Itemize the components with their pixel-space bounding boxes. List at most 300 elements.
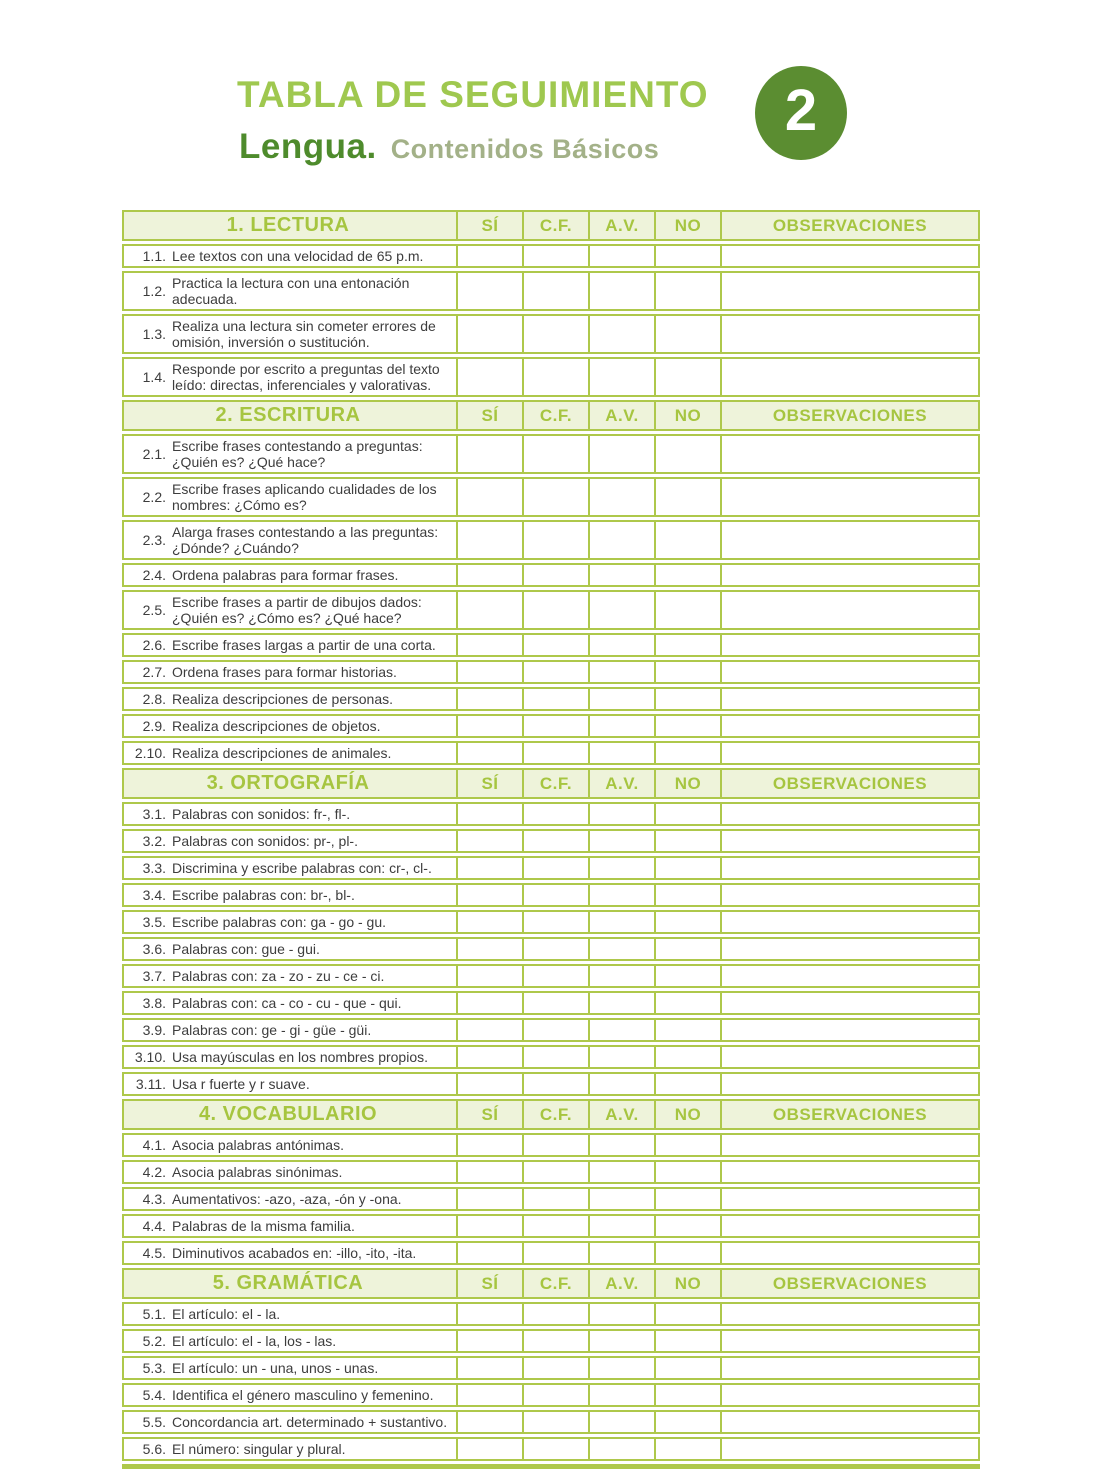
mark-cell-av xyxy=(588,939,654,959)
mark-cell-si xyxy=(456,804,522,824)
item-cell xyxy=(124,565,456,585)
item-number: 4.1. xyxy=(142,1137,166,1153)
observations-cell xyxy=(720,743,978,763)
table-row xyxy=(122,314,980,354)
column-header-si: SÍ xyxy=(456,770,522,797)
item-text: Ordena palabras para formar frases. xyxy=(172,567,399,583)
item-cell xyxy=(124,1135,456,1155)
mark-cell-cf xyxy=(522,885,588,905)
item-text: El artículo: el - la. xyxy=(172,1306,281,1322)
section-header-row xyxy=(122,1099,980,1130)
mark-cell-cf xyxy=(522,592,588,628)
table-row xyxy=(122,856,980,880)
item-cell xyxy=(124,689,456,709)
mark-cell-cf xyxy=(522,1020,588,1040)
item-cell xyxy=(124,592,456,628)
item-number: 5.3. xyxy=(142,1360,166,1376)
mark-cell-si xyxy=(456,1074,522,1094)
item-number: 2.10. xyxy=(134,745,166,761)
observations-cell xyxy=(720,479,978,515)
mark-cell-no xyxy=(654,1439,720,1459)
item-number: 3.10. xyxy=(134,1049,166,1065)
item-number: 3.9. xyxy=(142,1022,166,1038)
mark-cell-si xyxy=(456,1135,522,1155)
mark-cell-cf xyxy=(522,436,588,472)
table-row xyxy=(122,1410,980,1434)
section-title: 1. LECTURA xyxy=(226,214,350,236)
table-row xyxy=(122,1187,980,1211)
column-header-observaciones: OBSERVACIONES xyxy=(720,1270,978,1297)
item-number: 3.4. xyxy=(142,887,166,903)
item-text: Palabras con: ge - gi - güe - güi. xyxy=(172,1022,372,1038)
section-title: 3. ORTOGRAFÍA xyxy=(206,772,370,794)
table-row xyxy=(122,1018,980,1042)
observations-cell xyxy=(720,1358,978,1378)
section-title: 5. GRAMÁTICA xyxy=(212,1272,364,1294)
item-text: Lee textos con una velocidad de 65 p.m. xyxy=(172,248,424,264)
mark-cell-si xyxy=(456,1358,522,1378)
table-row xyxy=(122,714,980,738)
mark-cell-no xyxy=(654,858,720,878)
table-row xyxy=(122,660,980,684)
observations-cell xyxy=(720,912,978,932)
mark-cell-av xyxy=(588,565,654,585)
item-cell xyxy=(124,1385,456,1405)
tracking-table xyxy=(122,210,980,1469)
observations-cell xyxy=(720,592,978,628)
mark-cell-si xyxy=(456,246,522,266)
item-cell xyxy=(124,1304,456,1324)
mark-cell-no xyxy=(654,912,720,932)
observations-cell xyxy=(720,1135,978,1155)
mark-cell-si xyxy=(456,1162,522,1182)
item-cell xyxy=(124,246,456,266)
mark-cell-no xyxy=(654,316,720,352)
table-row xyxy=(122,1160,980,1184)
mark-cell-av xyxy=(588,1331,654,1351)
item-cell xyxy=(124,635,456,655)
observations-cell xyxy=(720,273,978,309)
column-header-observaciones: OBSERVACIONES xyxy=(720,402,978,429)
item-text: Realiza descripciones de personas. xyxy=(172,691,394,707)
mark-cell-si xyxy=(456,858,522,878)
mark-cell-cf xyxy=(522,479,588,515)
column-header-cf: C.F. xyxy=(522,212,588,239)
mark-cell-av xyxy=(588,858,654,878)
mark-cell-no xyxy=(654,1385,720,1405)
item-text: Palabras de la misma familia. xyxy=(172,1218,355,1234)
mark-cell-cf xyxy=(522,316,588,352)
column-header-si: SÍ xyxy=(456,402,522,429)
mark-cell-si xyxy=(456,1243,522,1263)
mark-cell-no xyxy=(654,1162,720,1182)
item-text: Concordancia art. determinado + sustantivo. xyxy=(172,1414,448,1430)
mark-cell-no xyxy=(654,359,720,395)
mark-cell-no xyxy=(654,592,720,628)
mark-cell-av xyxy=(588,1162,654,1182)
mark-cell-si xyxy=(456,359,522,395)
item-text: Palabras con: gue - gui. xyxy=(172,941,320,957)
table-row xyxy=(122,1302,980,1326)
item-number: 2.8. xyxy=(142,691,166,707)
item-cell xyxy=(124,273,456,309)
mark-cell-si xyxy=(456,1412,522,1432)
item-text: Aumentativos: -azo, -aza, -ón y -ona. xyxy=(172,1191,402,1207)
subtitle-label: Contenidos Básicos xyxy=(390,134,660,164)
mark-cell-av xyxy=(588,1074,654,1094)
mark-cell-no xyxy=(654,1358,720,1378)
mark-cell-av xyxy=(588,804,654,824)
observations-cell xyxy=(720,1216,978,1236)
mark-cell-si xyxy=(456,522,522,558)
item-text: Escribe palabras con: ga - go - gu. xyxy=(172,914,387,930)
mark-cell-cf xyxy=(522,273,588,309)
item-text: Escribe palabras con: br-, bl-. xyxy=(172,887,355,903)
item-number: 5.2. xyxy=(142,1333,166,1349)
mark-cell-cf xyxy=(522,1189,588,1209)
item-text: Escribe frases largas a partir de una corta. xyxy=(172,637,436,653)
column-header-no: NO xyxy=(654,402,720,429)
observations-cell xyxy=(720,522,978,558)
mark-cell-cf xyxy=(522,1358,588,1378)
item-text: Discrimina y escribe palabras con: cr-, cl-. xyxy=(172,860,432,876)
item-number: 4.4. xyxy=(142,1218,166,1234)
observations-cell xyxy=(720,1243,978,1263)
item-number: 2.2. xyxy=(142,489,166,505)
mark-cell-cf xyxy=(522,1047,588,1067)
item-text: El artículo: el - la, los - las. xyxy=(172,1333,337,1349)
item-text: Asocia palabras sinónimas. xyxy=(172,1164,343,1180)
mark-cell-si xyxy=(456,939,522,959)
column-header-no: NO xyxy=(654,770,720,797)
section-title: 2. ESCRITURA xyxy=(215,404,361,426)
item-cell xyxy=(124,993,456,1013)
mark-cell-si xyxy=(456,716,522,736)
item-number: 2.6. xyxy=(142,637,166,653)
mark-cell-av xyxy=(588,743,654,763)
table-bottom-edge xyxy=(122,1464,980,1469)
item-cell xyxy=(124,1243,456,1263)
observations-cell xyxy=(720,831,978,851)
mark-cell-si xyxy=(456,565,522,585)
item-number: 4.3. xyxy=(142,1191,166,1207)
observations-cell xyxy=(720,1074,978,1094)
mark-cell-cf xyxy=(522,1074,588,1094)
item-text: Palabras con: ca - co - cu - que - qui. xyxy=(172,995,402,1011)
item-number: 4.2. xyxy=(142,1164,166,1180)
table-row xyxy=(122,883,980,907)
item-cell xyxy=(124,885,456,905)
item-cell xyxy=(124,804,456,824)
level-badge xyxy=(755,66,847,160)
mark-cell-si xyxy=(456,592,522,628)
column-header-av: A.V. xyxy=(588,402,654,429)
item-text: Realiza descripciones de animales. xyxy=(172,745,392,761)
mark-cell-cf xyxy=(522,1243,588,1263)
column-header-cf: C.F. xyxy=(522,1270,588,1297)
mark-cell-si xyxy=(456,316,522,352)
item-cell xyxy=(124,436,456,472)
item-text: Identifica el género masculino y femenino. xyxy=(172,1387,434,1403)
table-row xyxy=(122,590,980,630)
mark-cell-cf xyxy=(522,1331,588,1351)
mark-cell-no xyxy=(654,1047,720,1067)
item-text: Realiza descripciones de objetos. xyxy=(172,718,381,734)
item-cell xyxy=(124,831,456,851)
mark-cell-av xyxy=(588,1304,654,1324)
column-header-av: A.V. xyxy=(588,1270,654,1297)
mark-cell-no xyxy=(654,273,720,309)
item-number: 5.6. xyxy=(142,1441,166,1457)
observations-cell xyxy=(720,436,978,472)
mark-cell-si xyxy=(456,635,522,655)
mark-cell-no xyxy=(654,939,720,959)
mark-cell-cf xyxy=(522,1412,588,1432)
mark-cell-no xyxy=(654,1020,720,1040)
item-number: 3.1. xyxy=(142,806,166,822)
mark-cell-no xyxy=(654,689,720,709)
item-cell xyxy=(124,662,456,682)
mark-cell-no xyxy=(654,635,720,655)
observations-cell xyxy=(720,966,978,986)
mark-cell-no xyxy=(654,966,720,986)
observations-cell xyxy=(720,246,978,266)
item-cell xyxy=(124,479,456,515)
item-number: 1.2. xyxy=(142,283,166,299)
item-number: 1.4. xyxy=(142,369,166,385)
column-header-av: A.V. xyxy=(588,1101,654,1128)
mark-cell-av xyxy=(588,273,654,309)
column-header-av: A.V. xyxy=(588,770,654,797)
mark-cell-av xyxy=(588,966,654,986)
observations-cell xyxy=(720,359,978,395)
mark-cell-no xyxy=(654,1135,720,1155)
mark-cell-av xyxy=(588,522,654,558)
page-subtitle xyxy=(239,127,659,167)
column-header-no: NO xyxy=(654,212,720,239)
item-number: 5.5. xyxy=(142,1414,166,1430)
mark-cell-si xyxy=(456,993,522,1013)
mark-cell-no xyxy=(654,1331,720,1351)
item-number: 3.3. xyxy=(142,860,166,876)
section-title: 4. VOCABULARIO xyxy=(198,1103,378,1125)
mark-cell-cf xyxy=(522,831,588,851)
column-header-observaciones: OBSERVACIONES xyxy=(720,212,978,239)
observations-cell xyxy=(720,804,978,824)
section-header-row xyxy=(122,1268,980,1299)
item-text: Alarga frases contestando a las preguntas: ¿Dónde? ¿Cuándo? xyxy=(172,524,439,556)
observations-cell xyxy=(720,716,978,736)
mark-cell-av xyxy=(588,912,654,932)
observations-cell xyxy=(720,1162,978,1182)
column-header-no: NO xyxy=(654,1101,720,1128)
item-cell xyxy=(124,1189,456,1209)
mark-cell-av xyxy=(588,1243,654,1263)
mark-cell-no xyxy=(654,743,720,763)
mark-cell-av xyxy=(588,716,654,736)
mark-cell-no xyxy=(654,716,720,736)
column-header-si: SÍ xyxy=(456,1270,522,1297)
mark-cell-no xyxy=(654,246,720,266)
mark-cell-no xyxy=(654,436,720,472)
mark-cell-av xyxy=(588,316,654,352)
item-number: 2.9. xyxy=(142,718,166,734)
mark-cell-si xyxy=(456,1020,522,1040)
level-number: 2 xyxy=(784,78,818,143)
observations-cell xyxy=(720,885,978,905)
item-text: Escribe frases a partir de dibujos dados: ¿Quién es? ¿Cómo es? ¿Qué hace? xyxy=(172,594,422,626)
mark-cell-no xyxy=(654,831,720,851)
column-header-cf: C.F. xyxy=(522,402,588,429)
observations-cell xyxy=(720,689,978,709)
mark-cell-no xyxy=(654,1304,720,1324)
observations-cell xyxy=(720,1439,978,1459)
mark-cell-si xyxy=(456,1385,522,1405)
item-text: Usa mayúsculas en los nombres propios. xyxy=(172,1049,429,1065)
mark-cell-av xyxy=(588,689,654,709)
observations-cell xyxy=(720,1189,978,1209)
mark-cell-cf xyxy=(522,246,588,266)
table-row xyxy=(122,244,980,268)
item-text: Palabras con: za - zo - zu - ce - ci. xyxy=(172,968,385,984)
item-text: Escribe frases contestando a preguntas: ¿Quién es? ¿Qué hace? xyxy=(172,438,423,470)
table-row xyxy=(122,271,980,311)
item-number: 3.8. xyxy=(142,995,166,1011)
observations-cell xyxy=(720,635,978,655)
mark-cell-si xyxy=(456,479,522,515)
mark-cell-no xyxy=(654,885,720,905)
observations-cell xyxy=(720,565,978,585)
observations-cell xyxy=(720,1331,978,1351)
item-number: 5.4. xyxy=(142,1387,166,1403)
mark-cell-cf xyxy=(522,359,588,395)
mark-cell-no xyxy=(654,522,720,558)
mark-cell-cf xyxy=(522,993,588,1013)
item-number: 3.7. xyxy=(142,968,166,984)
table-row xyxy=(122,1383,980,1407)
mark-cell-si xyxy=(456,273,522,309)
column-header-observaciones: OBSERVACIONES xyxy=(720,770,978,797)
mark-cell-cf xyxy=(522,635,588,655)
item-text: Responde por escrito a preguntas del texto leído: directas, inferenciales y valorativas. xyxy=(172,361,440,393)
item-text: Ordena frases para formar historias. xyxy=(172,664,397,680)
mark-cell-si xyxy=(456,1439,522,1459)
mark-cell-cf xyxy=(522,743,588,763)
column-header-observaciones: OBSERVACIONES xyxy=(720,1101,978,1128)
item-cell xyxy=(124,1412,456,1432)
mark-cell-si xyxy=(456,436,522,472)
mark-cell-av xyxy=(588,662,654,682)
mark-cell-cf xyxy=(522,1162,588,1182)
mark-cell-si xyxy=(456,1216,522,1236)
table-row xyxy=(122,964,980,988)
item-cell xyxy=(124,1162,456,1182)
mark-cell-no xyxy=(654,804,720,824)
item-cell xyxy=(124,359,456,395)
column-header-cf: C.F. xyxy=(522,770,588,797)
item-text: Escribe frases aplicando cualidades de los nombres: ¿Cómo es? xyxy=(172,481,437,513)
item-text: Usa r fuerte y r suave. xyxy=(172,1076,310,1092)
mark-cell-cf xyxy=(522,689,588,709)
mark-cell-av xyxy=(588,1020,654,1040)
mark-cell-si xyxy=(456,1331,522,1351)
table-row xyxy=(122,1214,980,1238)
item-number: 2.3. xyxy=(142,532,166,548)
table-row xyxy=(122,937,980,961)
item-cell xyxy=(124,716,456,736)
observations-cell xyxy=(720,939,978,959)
mark-cell-av xyxy=(588,592,654,628)
mark-cell-av xyxy=(588,1358,654,1378)
observations-cell xyxy=(720,1020,978,1040)
mark-cell-cf xyxy=(522,804,588,824)
mark-cell-cf xyxy=(522,1135,588,1155)
mark-cell-cf xyxy=(522,662,588,682)
mark-cell-av xyxy=(588,1412,654,1432)
table-row xyxy=(122,1329,980,1353)
table-row xyxy=(122,741,980,765)
mark-cell-si xyxy=(456,966,522,986)
item-cell xyxy=(124,1439,456,1459)
mark-cell-cf xyxy=(522,858,588,878)
mark-cell-no xyxy=(654,1189,720,1209)
mark-cell-no xyxy=(654,993,720,1013)
table-row xyxy=(122,802,980,826)
mark-cell-cf xyxy=(522,939,588,959)
item-number: 4.5. xyxy=(142,1245,166,1261)
mark-cell-cf xyxy=(522,565,588,585)
item-cell xyxy=(124,316,456,352)
item-text: El artículo: un - una, unos - unas. xyxy=(172,1360,379,1376)
item-number: 3.6. xyxy=(142,941,166,957)
item-number: 5.1. xyxy=(142,1306,166,1322)
mark-cell-si xyxy=(456,885,522,905)
mark-cell-cf xyxy=(522,1216,588,1236)
table-row xyxy=(122,1072,980,1096)
item-text: Asocia palabras antónimas. xyxy=(172,1137,344,1153)
observations-cell xyxy=(720,993,978,1013)
mark-cell-av xyxy=(588,885,654,905)
mark-cell-si xyxy=(456,1189,522,1209)
item-number: 3.2. xyxy=(142,833,166,849)
mark-cell-si xyxy=(456,662,522,682)
mark-cell-av xyxy=(588,1385,654,1405)
item-cell xyxy=(124,1020,456,1040)
item-text: Realiza una lectura sin cometer errores de omisión, inversión o sustitución. xyxy=(172,318,436,350)
observations-cell xyxy=(720,1412,978,1432)
table-row xyxy=(122,1437,980,1461)
mark-cell-si xyxy=(456,743,522,763)
mark-cell-no xyxy=(654,1412,720,1432)
table-row xyxy=(122,1241,980,1265)
item-number: 2.1. xyxy=(142,446,166,462)
observations-cell xyxy=(720,662,978,682)
section-header-row xyxy=(122,210,980,241)
mark-cell-av xyxy=(588,635,654,655)
mark-cell-cf xyxy=(522,912,588,932)
mark-cell-cf xyxy=(522,1439,588,1459)
mark-cell-no xyxy=(654,565,720,585)
mark-cell-no xyxy=(654,1243,720,1263)
mark-cell-si xyxy=(456,912,522,932)
section-header-row xyxy=(122,768,980,799)
page-title: TABLA DE SEGUIMIENTO xyxy=(237,74,709,115)
item-cell xyxy=(124,743,456,763)
column-header-av: A.V. xyxy=(588,212,654,239)
table-row xyxy=(122,829,980,853)
item-cell xyxy=(124,939,456,959)
item-number: 2.4. xyxy=(142,567,166,583)
